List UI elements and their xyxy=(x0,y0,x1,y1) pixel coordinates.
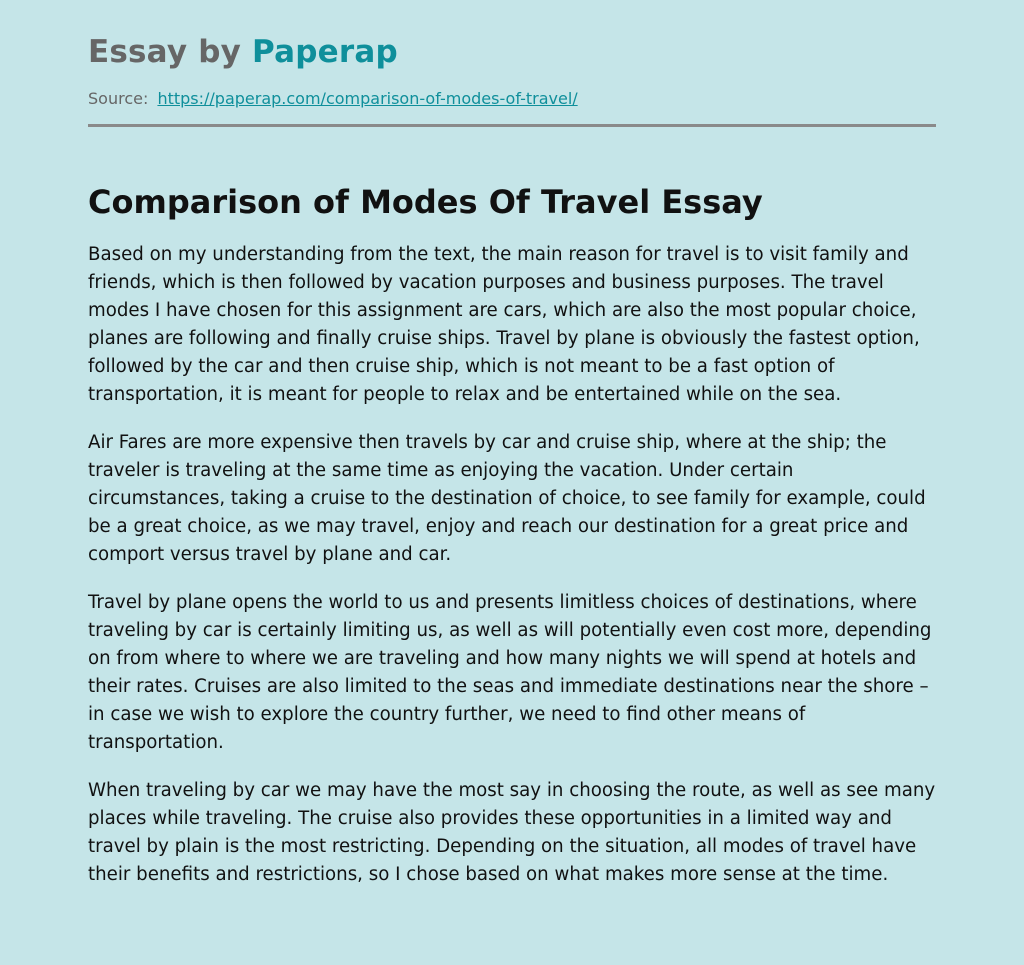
essay-title: Comparison of Modes Of Travel Essay xyxy=(88,183,763,221)
source-label: Source: xyxy=(88,89,149,108)
brand-prefix: Essay by xyxy=(88,34,253,70)
essay-paragraph: Based on my understanding from the text, the main reason for travel is to visit family and friends, which is then followed by vacation purposes and business purposes. The travel modes I have chosen for this assignment are cars, which are also the most popular choice, planes are following and finally cruise ships. Travel by plane is obviously the fastest option, followed by the car and then cruise ship, which is not meant to be a fast option of transportation, it is meant for people to relax and be entertained while on the sea. xyxy=(88,244,920,405)
brand-name: Paperap xyxy=(252,34,398,70)
essay-body xyxy=(88,241,936,889)
essay-paragraph: Air Fares are more expensive then travels by car and cruise ship, where at the ship; the traveler is traveling at the same time as enjoying the vacation. Under certain circumstances, taking a cruise to the destination of choice, to see family for example, could be a great choice, as we may travel, enjoy and reach our destination for a great price and comport versus travel by plane and car. xyxy=(88,432,926,565)
header-divider xyxy=(88,124,936,127)
site-brand[interactable] xyxy=(88,0,936,72)
essay-page xyxy=(88,0,936,889)
essay-paragraph: When traveling by car we may have the most say in choosing the route, as well as see many places while traveling. The cruise also provides these opportunities in a limited way and travel by plain is the most restricting. Depending on the situation, all modes of travel have their benefits and restrictions, so I chose based on what makes more sense at the time. xyxy=(88,780,936,885)
essay-paragraph: Travel by plane opens the world to us and presents limitless choices of destinations, where traveling by car is certainly limiting us, as well as will potentially even cost more, depending on from where to where we are traveling and how many nights we will spend at hotels and their rates. Cruises are also limited to the seas and immediate destinations near the shore – in case we wish to explore the country further, we need to find other means of transportation. xyxy=(88,592,932,753)
source-line xyxy=(88,88,936,110)
source-link[interactable]: https://paperap.com/comparison-of-modes-of-travel/ xyxy=(157,89,578,108)
